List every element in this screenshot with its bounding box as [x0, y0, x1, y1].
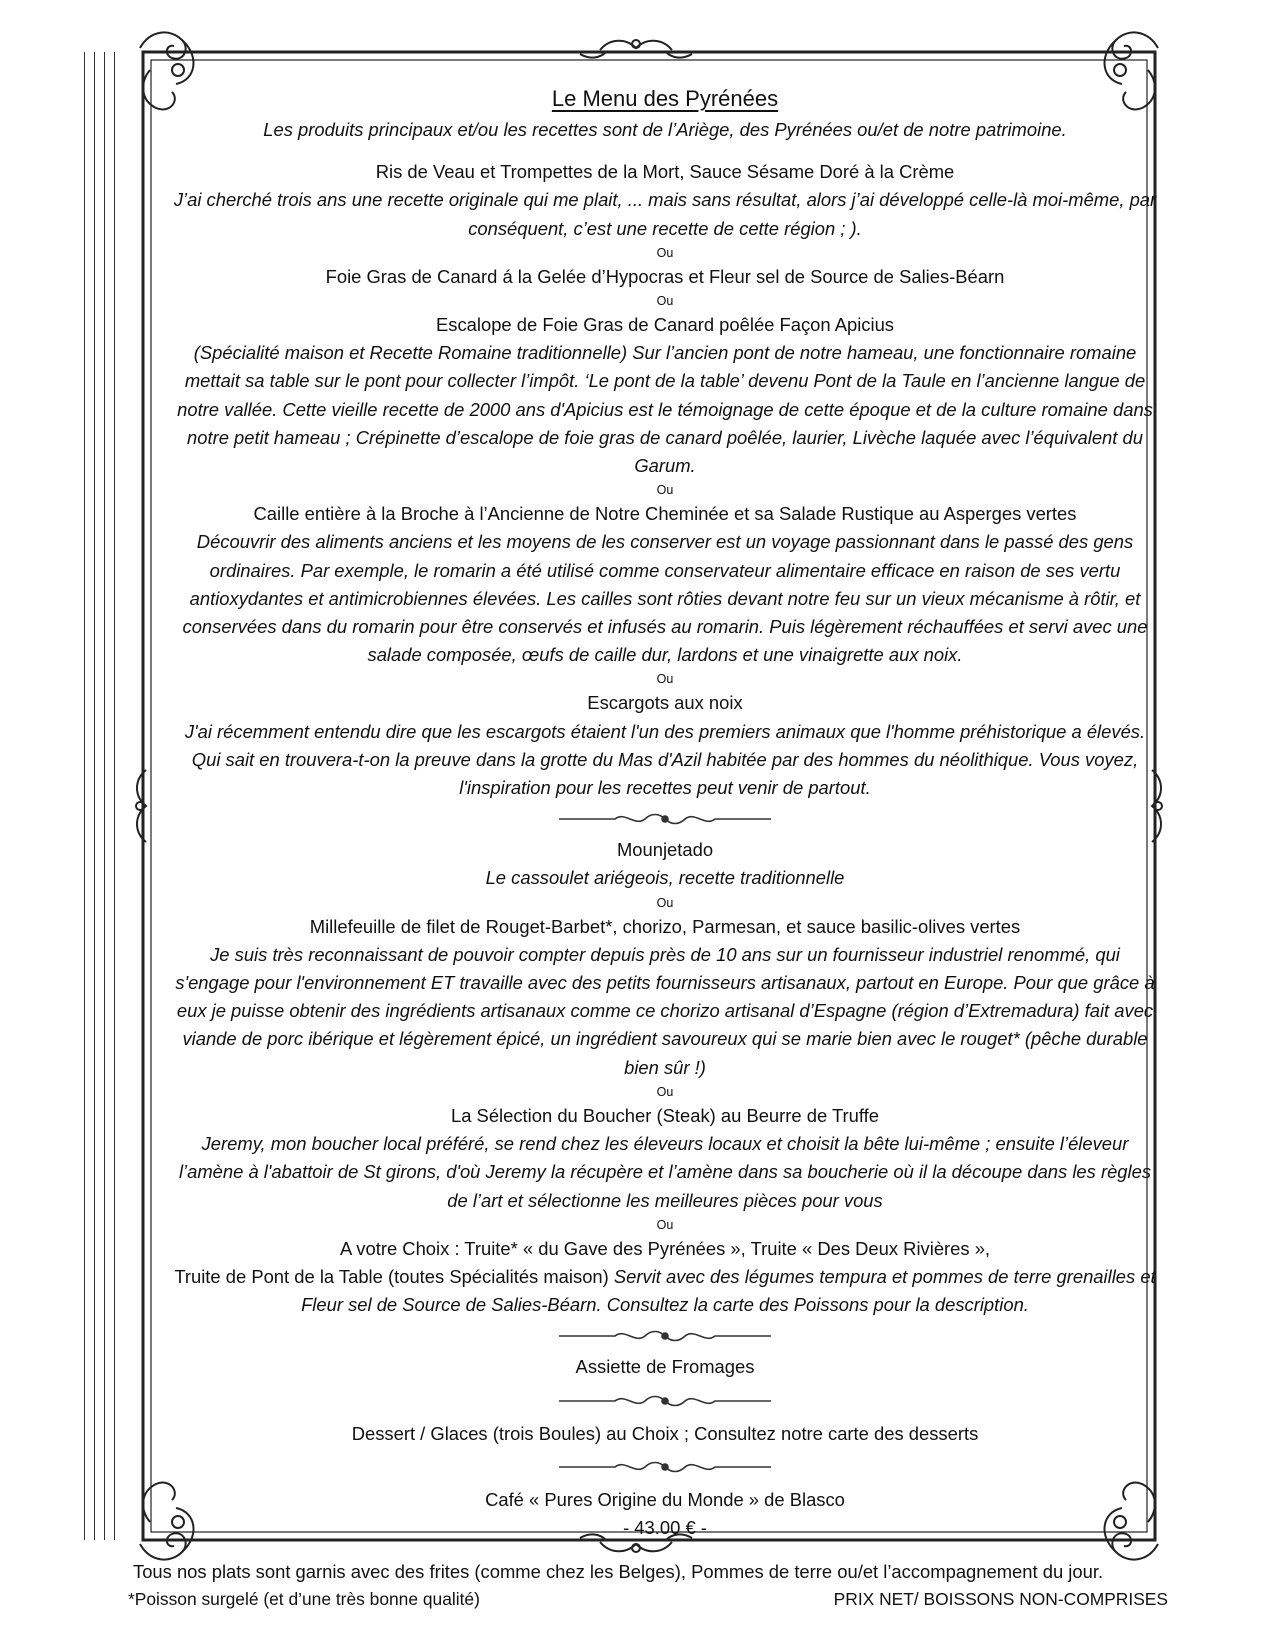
flourish-divider [172, 1448, 1158, 1486]
or-separator: Ou [656, 672, 674, 687]
flourish-divider [172, 802, 1158, 836]
trout-description: Servit avec des légumes tempura et pommes de terre grenailles et Fleur sel de Source de Salies-Béarn. Consultez la carte des Poissons pour la description. [301, 1265, 1156, 1316]
entree-name: Caille entière à la Broche à l’Ancienne de Notre Cheminée et sa Salade Rustique au Asperges vertes [253, 503, 1077, 525]
garnish-note: Tous nos plats sont garnis avec des frites (comme chez les Belges), Pommes de terre ou/et l’accompagnement du jour. [133, 1561, 1104, 1582]
plat-description: Le cassoulet ariégeois, recette traditionnelle [485, 867, 845, 889]
price-note: PRIX NET/ BOISSONS NON-COMPRISES [833, 1589, 1168, 1609]
plat-description: Jeremy, mon boucher local préféré, se rend chez les éleveurs locaux et choisit la bête lui-même ; ensuite l’éleveur l’amène à l'abattoir de St girons, d'où Jeremy la récupère et l’amène dans sa boucherie où il la découpe dans les règles de l’art et sélectionne les meilleures pièces pour vous [178, 1133, 1152, 1211]
frozen-fish-note: *Poisson surgelé (et d’une très bonne qualité) [128, 1589, 480, 1609]
plat-description: Je suis très reconnaissant de pouvoir compter depuis près de 10 ans sur un fournisseur industriel renommé, qui s'engage pour l'environnement ET travaille avec des petits fournisseurs artisanaux, partout en Europe. Pour que grâce à eux je puisse obtenir des ingrédients artisanaux comme ce chorizo artisanal d’Espagne (région d’Extremadura) fait avec viande de porc ibérique et légèrement épicé, un ingrédient savoureux qui se marie bien avec le rouget* (pêche durable bien sûr !) [175, 943, 1155, 1078]
cheese-course: Assiette de Fromages [575, 1356, 755, 1378]
entree-description: J’ai cherché trois ans une recette originale qui me plait, ... mais sans résultat, alors j’ai développé celle-là moi-même, par conséquent, c’est une recette de cette région ; ). [173, 189, 1157, 239]
flourish-divider [172, 1319, 1158, 1353]
or-separator: Ou [656, 294, 674, 309]
entree-description: J'ai récemment entendu dire que les escargots étaient l'un des premiers animaux que l'homme préhistorique a élevés. Qui sait en trouvera-t-on la preuve dans la grotte du Mas d'Azil habitée par des hommes du néolithique. Vous voyez, l'inspiration pour les recettes peut venir de partout. [184, 720, 1146, 799]
entree-name: Ris de Veau et Trompettes de la Mort, Sauce Sésame Doré à la Crème [375, 161, 955, 183]
flourish-divider [172, 1382, 1158, 1420]
entree-name: Escargots aux noix [587, 692, 743, 714]
or-separator: Ou [656, 483, 674, 498]
plat-name: La Sélection du Boucher (Steak) au Beurre de Truffe [450, 1104, 879, 1126]
trout-specialty: Truite de Pont de la Table (toutes Spécialités maison) [174, 1265, 609, 1287]
entree-description: Découvrir des aliments anciens et les moyens de les conserver est un voyage passionnant dans le passé des gens ordinaires. Par exemple, le romarin a été utilisé comme conservateur alimentaire efficace en raison de ses vertu antioxydantes et antimicrobiennes élevées. Les cailles sont rôties devant notre feu sur un vieux mécanisme à rôtir, et conservées dans du romarin pour être conservés et infusés au romarin. Puis légèrement réchauffées et servi avec une salade composée, œufs de caille dur, lardons et une vinaigrette aux noix. [182, 531, 1148, 666]
or-separator: Ou [656, 895, 674, 910]
or-separator: Ou [656, 1217, 674, 1232]
top-center-ornament [580, 40, 692, 58]
entree-name: Foie Gras de Canard á la Gelée d’Hypocras et Fleur sel de Source de Salies-Béarn [325, 265, 1005, 287]
trout-choice-line: A votre Choix : Truite* « du Gave des Pyrénées », Truite « Des Deux Rivières », [339, 1237, 991, 1259]
or-separator: Ou [656, 1084, 674, 1099]
dessert-course: Dessert / Glaces (trois Boules) au Choix ; Consultez notre carte des desserts [351, 1422, 979, 1444]
menu-price: - 43.00 € - [623, 1516, 707, 1538]
or-separator: Ou [656, 245, 674, 260]
entree-name: Escalope de Foie Gras de Canard poêlée Façon Apicius [436, 314, 894, 336]
plat-name: Mounjetado [616, 839, 714, 861]
entree-description: (Spécialité maison et Recette Romaine traditionnelle) Sur l’ancien pont de notre hameau, une fonctionnaire romaine mettait sa table sur le pont pour collecter l’impôt. ‘Le pont de la table’ devenu Pont de la Taule en l’ancienne langue de notre vallée. Cette vieille recette de 2000 ans d'Apicius est le témoignage de cette époque et de la culture romaine dans notre petit hameau ; Crépinette d’escalope de foie gras de canard poêlée, laurier, Livèche laquée avec l’équivalent du Garum. [177, 342, 1153, 477]
plat-name: Millefeuille de filet de Rouget-Barbet*, chorizo, Parmesan, et sauce basilic-olives vertes [309, 915, 1021, 937]
coffee-course: Café « Pures Origine du Monde » de Blasco [485, 1488, 845, 1510]
menu-title: Le Menu des Pyrénées [551, 86, 779, 111]
trout-choice-detail [172, 1263, 1158, 1319]
menu-content [172, 84, 1158, 1542]
menu-subtitle: Les produits principaux et/ou les recettes sont de l’Ariège, des Pyrénées ou/et de notre patrimoine. [263, 119, 1067, 140]
